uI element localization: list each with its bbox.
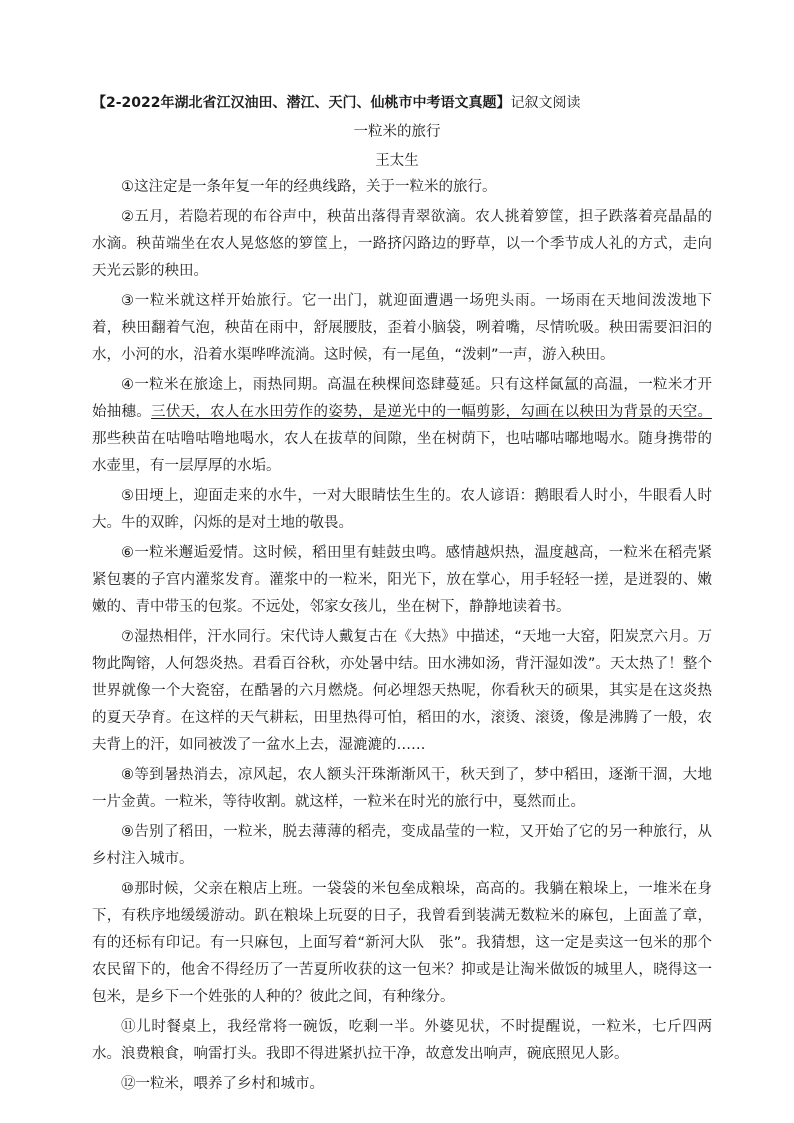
paragraph-4-rest: 那些秧苗在咕噜咕噜地喝水，农人在拔草的间隙，坐在树荫下，也咕嘟咕嘟地喝水。随身携带的水壶里，有一层厚厚的水垢。 (92, 431, 712, 474)
question-genre: 记叙文阅读 (510, 95, 581, 111)
paragraph-7: ⑦湿热相伴，汗水同行。宋代诗人戴复古在《大热》中描述，“天地一大窑，阳炭烹六月。万物此陶镕，人何怨炎热。君看百谷秋，亦处暑中结。田水沸如汤，背汗湿如泼”。天太热了！整个世界就像一个大瓷窑，在酷暑的六月燃烧。何必埋怨天热呢，你看秋天的硕果，其实是在这炎热的夏天孕育。在这样的天气耕耘，田里热得可怕，稻田的水，滚烫、滚烫，像是沸腾了一般，农夫背上的汗，如同被泼了一盆水上去，湿漉漉的…… (92, 629, 712, 753)
paragraph-9: ⑨告别了稻田，一粒米，脱去薄薄的稻壳，变成晶莹的一粒，又开始了它的另一种旅行，从乡村注入城市。 (92, 824, 712, 867)
paragraph-2: ②五月，若隐若现的布谷声中，秧苗出落得青翠欲滴。农人挑着箩筐，担子跌落着亮晶晶的水滴。秧苗端坐在农人晃悠悠的箩筐上，一路挤闪路边的野草，以一个季节成人礼的方式，走向天光云影的秧田。 (92, 209, 712, 279)
paragraph-3: ③一粒米就这样开始旅行。它一出门，就迎面遭遇一场兜头雨。一场雨在天地间泼泼地下着，秧田翻着气泡，秧苗在雨中，舒展腰肢，歪着小脑袋，咧着嘴，尽情吮吸。秧田需要汩汩的水，小河的水，沿着水渠哗哗流淌。这时候，有一尾鱼，“泼剌”一声，游入秧田。 (92, 293, 712, 363)
paragraph-1: ①这注定是一条年复一年的经典线路，关于一粒米的旅行。 (121, 179, 497, 195)
article-author: 王太生 (375, 153, 419, 169)
paragraph-10: ⑩那时候，父亲在粮店上班。一袋袋的米包垒成粮垛，高高的。我躺在粮垛上，一堆米在身下，有秩序地缓缓游动。趴在粮垛上玩耍的日子，我曾看到装满无数粒米的麻包，上面盖了章，有的还标有印记。有一只麻包，上面写着“新河大队 张”。我猜想，这一定是卖这一包米的那个农民留下的，他舍不得经历了一苦夏所收获的这一包米？抑或是让淘米做饭的城里人，晓得这一包米，是乡下一个姓张的人种的？彼此之间，有种缘分。 (92, 881, 712, 1005)
paragraph-8: ⑧等到暑热消去，凉风起，农人额头汗珠渐渐风干，秋天到了，梦中稻田，逐渐干涸，大地一片金黄。一粒米，等待收割。就这样，一粒米在时光的旅行中，戛然而止。 (92, 767, 712, 810)
paragraph-4 (92, 372, 712, 480)
question-header (92, 92, 712, 114)
paragraph-4-intro: ④一粒米在旅途上，雨热同期。高温在秧棵间恣肆蔓延。只有这样氤氲的高温，一粒米才开始抽穗。 (92, 377, 712, 420)
paragraph-5: ⑤田埂上，迎面走来的水牛，一对大眼睛怯生生的。农人谚语：鹅眼看人时小，牛眼看人时大。牛的双眸，闪烁的是对土地的敬畏。 (92, 488, 712, 531)
paragraph-11: ⑪儿时餐桌上，我经常将一碗饭，吃剩一半。外婆见状，不时提醒说，一粒米，七斤四两水。浪费粮食，响雷打头。我即不得进紧扒拉干净，故意发出响声，碗底照见人影。 (92, 1019, 712, 1062)
question-source: 【2-2022年湖北省江汉油田、潜江、天门、仙桃市中考语文真题】 (92, 95, 511, 111)
article-title: 一粒米的旅行 (353, 124, 441, 140)
paragraph-6: ⑥一粒米邂逅爱情。这时候，稻田里有蛙鼓虫鸣。感情越炽热，温度越高，一粒米在稻壳紧紧包裹的子宫内灌浆发育。灌浆中的一粒米，阳光下，放在掌心，用手轻轻一搓，是迸裂的、嫩嫩的、青中带玉的包浆。不远处，邻家女孩儿，坐在树下，静静地读着书。 (92, 545, 712, 615)
article-body (92, 174, 712, 1098)
underlined-sentence: 三伏天，农人在水田劳作的姿势，是逆光中的一幅剪影，勾画在以秧田为背景的天空。 (151, 404, 713, 420)
paragraph-12: ⑫一粒米，喂养了乡村和城市。 (121, 1076, 324, 1092)
